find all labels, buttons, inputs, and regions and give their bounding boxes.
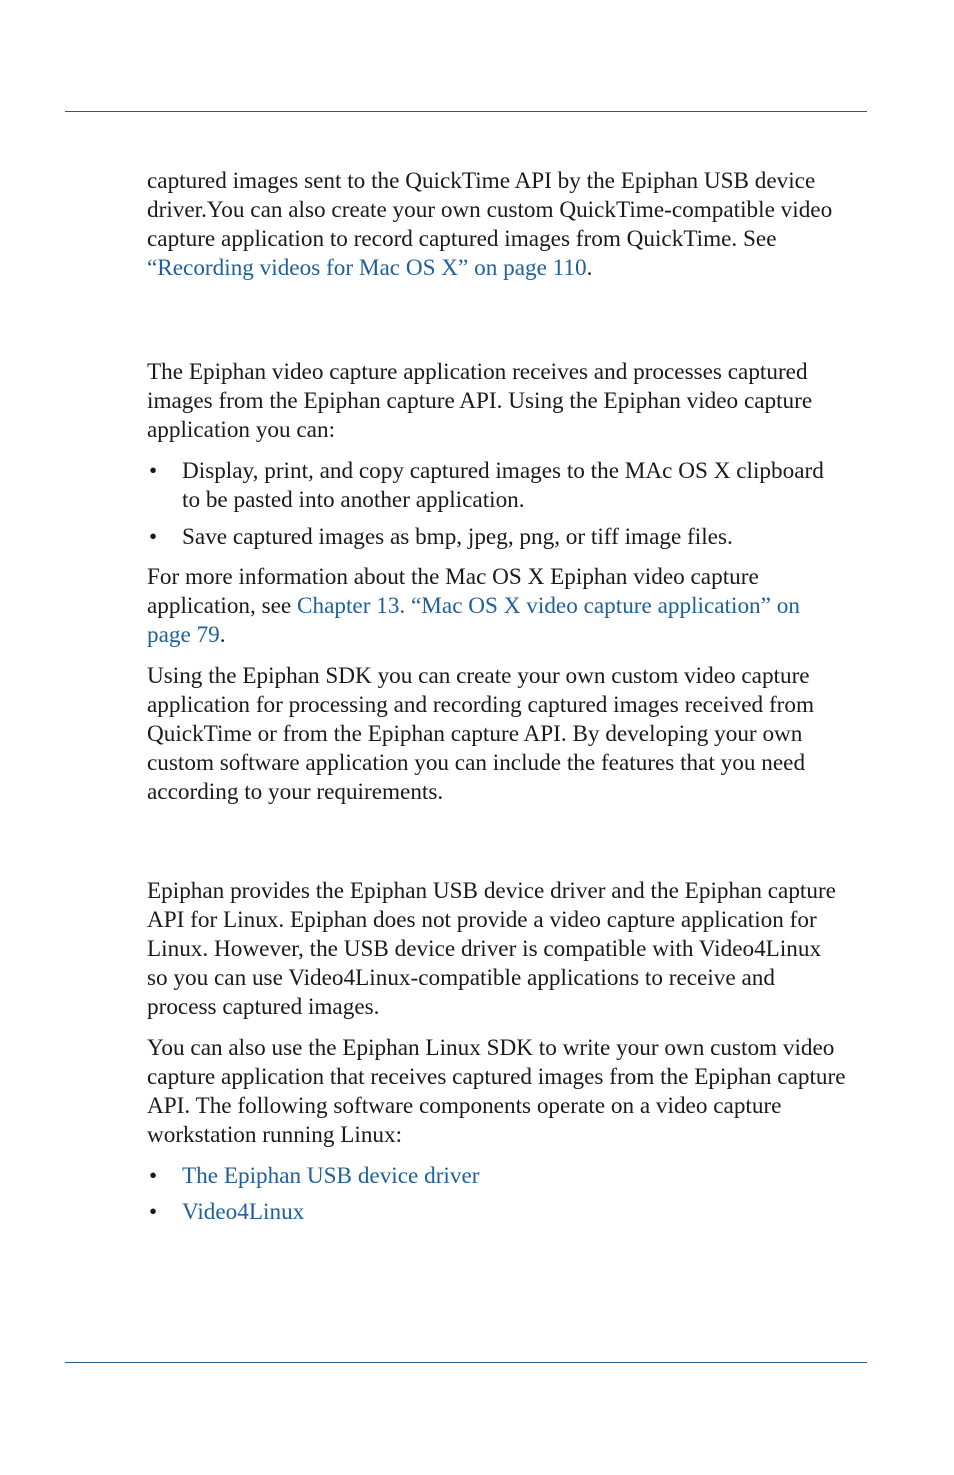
paragraph-linux-sdk: You can also use the Epiphan Linux SDK to write your own custom video capture application that receives captured images from the Epiphan capture API. The following software components operate on a video capture workstation running Linux: — [147, 1035, 846, 1148]
bullet-glyph: • — [149, 524, 158, 550]
paragraph-epiphan-app: The Epiphan video capture application receives and processes captured images from the Epiphan capture API. Using the Epiphan video capture application you can: — [147, 359, 813, 443]
footer-rule — [65, 1362, 867, 1363]
bullet-list-features — [147, 457, 847, 552]
page-content — [147, 167, 847, 1227]
list-item — [147, 1198, 847, 1227]
paragraph-sdk: Using the Epiphan SDK you can create your own custom video capture application for processing and recording captured images received from QuickTime or from the Epiphan capture API. By developing your own custom software application you can include the features that you need according to your requirements. — [147, 663, 815, 805]
list-item: • Display, print, and copy captured images to the MAc OS X clipboard to be pasted into another application. — [149, 458, 824, 513]
link-video4linux[interactable]: Video4Linux — [182, 1199, 305, 1225]
bullet-list-components — [147, 1162, 847, 1227]
bullet-glyph: • — [149, 1199, 158, 1225]
link-usb-device-driver[interactable]: The Epiphan USB device driver — [182, 1163, 480, 1189]
paragraph-linux-driver: Epiphan provides the Epiphan USB device driver and the Epiphan capture API for Linux. Epiphan does not provide a video capture application for Linux. However, the USB device driver is compatible with Video4Linux so you can use Video4Linux-compatible applications to receive and process captured images. — [147, 878, 836, 1020]
list-item: • Save captured images as bmp, jpeg, png, or tiff image files. — [149, 524, 733, 550]
bullet-glyph: • — [149, 458, 158, 484]
link-chapter-13[interactable]: Chapter 13. “Mac OS X video capture application” on page 79 — [147, 593, 800, 648]
header-rule — [65, 111, 867, 112]
paragraph-quicktime: captured images sent to the QuickTime API by the Epiphan USB device driver.You can also create your own custom QuickTime-compatible video capture application to record captured images from QuickTime. See “Recording videos for Mac OS X” on page 110. — [147, 168, 833, 281]
paragraph-more-info: For more information about the Mac OS X Epiphan video capture application, see Chapter 13. “Mac OS X video capture application” on page 79. — [147, 564, 800, 648]
link-recording-videos[interactable]: “Recording videos for Mac OS X” on page 110 — [147, 255, 587, 281]
bullet-glyph: • — [149, 1163, 158, 1189]
list-item — [147, 1162, 847, 1191]
